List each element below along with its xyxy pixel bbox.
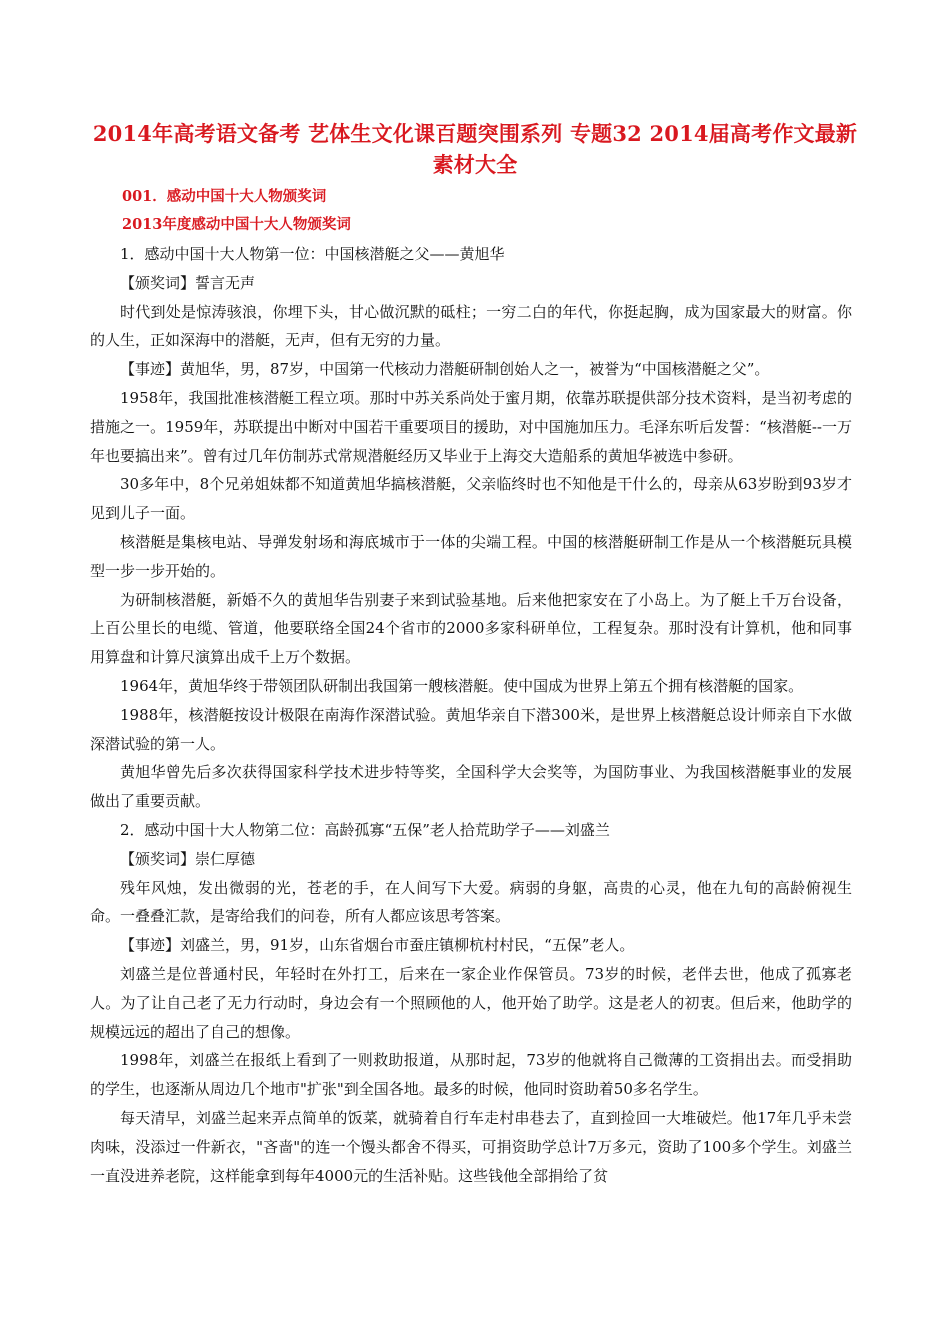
paragraph: 核潜艇是集核电站、导弹发射场和海底城市于一体的尖端工程。中国的核潜艇研制工作是从一个核潜艇玩具模型一步一步开始的。: [90, 532, 852, 580]
paragraph-heading-2: 2．感动中国十大人物第二位：高龄孤寡“五保”老人拾荒助学子——刘盛兰: [120, 820, 610, 839]
award-label: 【颁奖词】誓言无声: [120, 273, 256, 292]
paragraph: 30多年中，8个兄弟姐妹都不知道黄旭华搞核潜艇，父亲临终时也不知他是干什么的，母亲从63岁盼到93岁才见到儿子一面。: [90, 475, 852, 523]
paragraph: 刘盛兰是位普通村民，年轻时在外打工，后来在一家企业作保管员。73岁的时候，老伴去世，他成了孤寡老人。为了让自己老了无力行动时，身边会有一个照顾他的人，他开始了助学。这是老人的初衷。但后来，他助学的规模远远的超出了自己的想像。: [90, 964, 852, 1041]
section-heading: 001．感动中国十大人物颁奖词: [122, 188, 327, 205]
deeds-paragraph: 【事迹】黄旭华，男，87岁，中国第一代核动力潜艇研制创始人之一，被誉为“中国核潜艇之父”。: [120, 360, 770, 379]
paragraph: 黄旭华曾先后多次获得国家科学技术进步特等奖，全国科学大会奖等，为国防事业、为我国核潜艇事业的发展做出了重要贡献。: [90, 763, 852, 811]
deeds-paragraph: 【事迹】刘盛兰，男，91岁，山东省烟台市蚕庄镇柳杭村村民，“五保”老人。: [120, 936, 635, 955]
award-label: 【颁奖词】崇仁厚德: [120, 849, 256, 868]
paragraph: 每天清早，刘盛兰起来弄点简单的饭菜，就骑着自行车走村串巷去了，直到捡回一大堆破烂。他17年几乎未尝肉味，没添过一件新衣，"吝啬"的连一个馒头都舍不得买，可捐资助学总计7万多元，资助了100多个学生。刘盛兰一直没进养老院，这样能拿到每年4000元的生活补贴。这些钱他全部捐给了贫: [90, 1108, 852, 1185]
document-title: 2014年高考语文备考 艺体生文化课百题突围系列 专题32 2014届高考作文最新素材大全: [92, 121, 858, 177]
paragraph: 1988年，核潜艇按设计极限在南海作深潜试验。黄旭华亲自下潜300米，是世界上核潜艇总设计师亲自下水做深潜试验的第一人。: [90, 705, 852, 753]
paragraph: 1964年，黄旭华终于带领团队研制出我国第一艘核潜艇。使中国成为世界上第五个拥有核潜艇的国家。: [120, 676, 804, 695]
document-body: [90, 240, 852, 1190]
paragraph: 1958年，我国批准核潜艇工程立项。那时中苏关系尚处于蜜月期，依靠苏联提供部分技术资料，是当初考虑的措施之一。1959年，苏联提出中断对中国若干重要项目的援助，对中国施加压力。毛泽东听后发誓：“核潜艇--一万年也要搞出来”。曾有过几年仿制苏式常规潜艇经历又毕业于上海交大造船系的黄旭华被选中参研。: [90, 388, 852, 465]
paragraph: 1998年，刘盛兰在报纸上看到了一则救助报道，从那时起，73岁的他就将自己微薄的工资捐出去。而受捐助的学生，也逐渐从周边几个地市"扩张"到全国各地。最多的时候，他同时资助着50多名学生。: [90, 1051, 852, 1099]
paragraph: 残年风烛，发出微弱的光，苍老的手，在人间写下大爱。病弱的身躯，高贵的心灵，他在九旬的高龄俯视生命。一叠叠汇款，是寄给我们的问卷，所有人都应该思考答案。: [90, 878, 852, 926]
paragraph: 时代到处是惊涛骇浪，你埋下头，甘心做沉默的砥柱；一穷二白的年代，你挺起胸，成为国家最大的财富。你的人生，正如深海中的潜艇，无声，但有无穷的力量。: [90, 302, 852, 350]
subsection-heading: 2013年度感动中国十大人物颁奖词: [122, 216, 351, 233]
paragraph: 为研制核潜艇，新婚不久的黄旭华告别妻子来到试验基地。后来他把家安在了小岛上。为了艇上千万台设备，上百公里长的电缆、管道，他要联络全国24个省市的2000多家科研单位，工程复杂。那时没有计算机，他和同事用算盘和计算尺演算出成千上万个数据。: [90, 590, 852, 667]
paragraph-heading-1: 1．感动中国十大人物第一位：中国核潜艇之父——黄旭华: [120, 245, 505, 263]
